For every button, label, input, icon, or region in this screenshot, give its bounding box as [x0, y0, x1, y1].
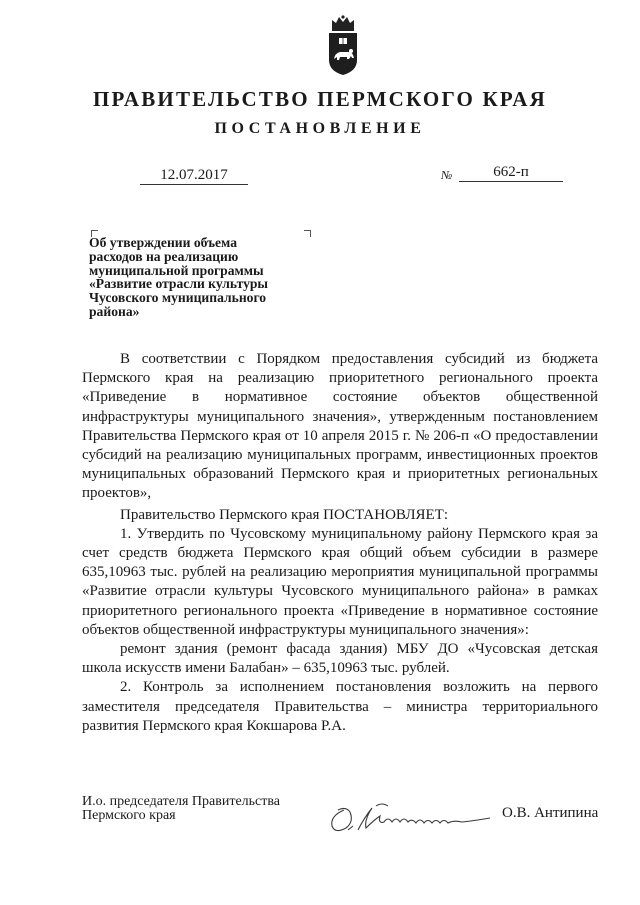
clause-1-item: ремонт здания (ремонт фасада здания) МБУ ДО «Чусовская детская школа искусств имени Балабан» – 635,10963 тыс. рублей.: [82, 641, 598, 677]
resolution-statement: Правительство Пермского края ПОСТАНОВЛЯЕТ:: [120, 506, 449, 523]
signatory-name: О.В. Антипина: [502, 805, 599, 821]
clause-1-paragraph: 1. Утвердить по Чусовскому муниципальному району Пермского края за счет средств бюджета Пермского края общий объем субсидии в размере 635,10963 тыс. рублей на реализацию мероприятия муниципальной программы «Развитие отрасли культуры Чусовского муниципального района» в рамках приоритетного регионального проекта «Приведение в нормативное состояние объектов общественной инфраструктуры муниципального значения»:: [82, 525, 598, 638]
subject-line: муниципальной программы: [89, 262, 264, 278]
document-type: ПОСТАНОВЛЕНИЕ: [214, 120, 426, 137]
subject-line: района»: [89, 303, 140, 319]
subject-line: Чусовского муниципального: [89, 290, 267, 306]
handwritten-signature: [322, 796, 494, 840]
document-date: 12.07.2017: [140, 166, 248, 185]
preamble-paragraph: В соответствии с Порядком предоставления субсидий из бюджета Пермского края на реализацию приоритетного регионального проекта «Приведение в нормативное состояние объектов общественной инфраструктуры муниципального значения», утвержденным постановлением Правительства Пермского края от 10 апреля 2015 г. № 206-п «О предоставлении субсидий на реализацию муниципальных программ, инвестиционных проектов муниципальных образований Пермского края и приоритетных региональных проектов»,: [82, 351, 598, 502]
signatory-title-line: И.о. председателя Правительства: [82, 794, 281, 809]
subject-line: Об утверждении объема: [89, 235, 238, 250]
organization-title: ПРАВИТЕЛЬСТВО ПЕРМСКОГО КРАЯ: [92, 87, 547, 111]
clause-2-paragraph: 2. Контроль за исполнением постановления возложить на первого заместителя председателя Правительства – министра территориального развития Пермского края Кокшарова Р.А.: [82, 679, 598, 734]
document-body: [82, 350, 598, 736]
subject-line: расходов на реализацию: [89, 248, 239, 264]
document-number: 662-п: [459, 163, 563, 182]
perm-krai-coat-of-arms-icon: [326, 14, 360, 76]
subject-line: «Развитие отрасли культуры: [89, 276, 269, 292]
signatory-title-line: Пермского края: [82, 808, 176, 823]
number-label: №: [441, 168, 453, 182]
document-subject: [89, 236, 309, 319]
signatory-title: [82, 795, 280, 823]
